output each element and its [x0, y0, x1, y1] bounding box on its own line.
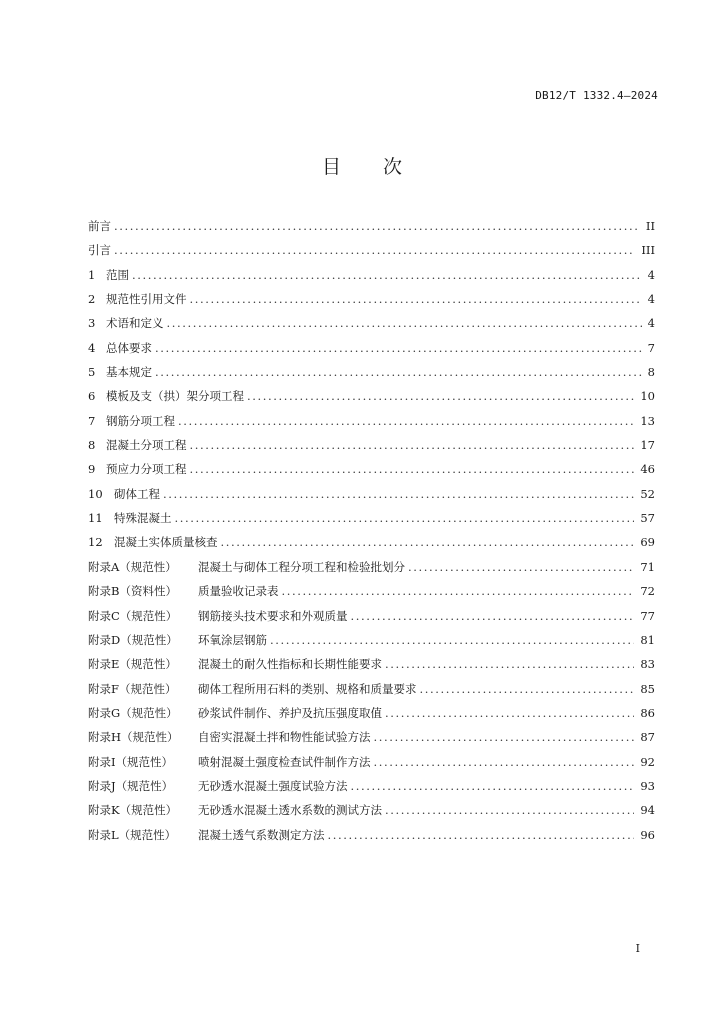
toc-entry-chapter-12[interactable] [88, 534, 655, 558]
toc-entry-page: 94 [640, 803, 655, 818]
page-number: I [635, 942, 640, 955]
toc-leader-dots [328, 828, 635, 842]
toc-entry-page: 71 [640, 559, 655, 574]
toc-entry-number: 10 [88, 486, 103, 501]
toc-entry-number: 4 [88, 340, 96, 355]
toc-entry-page: 96 [640, 827, 655, 842]
toc-entry-label: 范围 [106, 267, 129, 282]
toc-entry-page: 13 [640, 413, 655, 428]
toc-entry-label: 特殊混凝土 [114, 511, 172, 526]
toc-entry-label: 砌体工程所用石料的类别、规格和质量要求 [198, 681, 417, 696]
toc-entry-number: 9 [88, 462, 96, 477]
toc-leader-dots [190, 462, 635, 476]
toc-entry-page: 4 [647, 292, 655, 307]
toc-entry-page: 17 [640, 438, 655, 453]
toc-entry-chapter-6[interactable] [88, 388, 655, 412]
toc-entry-number: 附录K（规范性） [88, 803, 178, 818]
toc-entry-label: 砌体工程 [114, 486, 160, 501]
toc-entry-label: 引言 [88, 243, 111, 258]
toc-leader-dots [190, 438, 635, 452]
toc-entry-number: 附录E（规范性） [88, 657, 177, 672]
toc-entry-chapter-2[interactable] [88, 291, 655, 315]
toc-entry-appendix-c[interactable] [88, 608, 655, 632]
toc-leader-dots [282, 584, 635, 598]
toc-entry-page: 72 [640, 584, 655, 599]
toc-entry-appendix-a[interactable] [88, 559, 655, 583]
toc-entry-chapter-1[interactable] [88, 267, 655, 291]
toc-entry-page: 10 [640, 389, 655, 404]
page-title: 目 次 [321, 156, 421, 178]
toc-entry-appendix-h[interactable] [88, 729, 655, 753]
toc-entry-page: 87 [640, 730, 655, 745]
toc-entry-label: 无砂透水混凝土强度试验方法 [198, 778, 348, 793]
toc-entry-chapter-9[interactable] [88, 461, 655, 485]
toc-leader-dots [190, 292, 642, 306]
toc-entry-page: 4 [647, 316, 655, 331]
toc-leader-dots [351, 609, 635, 623]
toc-entry-appendix-l[interactable] [88, 827, 655, 851]
toc-entry-label: 自密实混凝土拌和物性能试验方法 [198, 730, 371, 745]
toc-entry-label: 术语和定义 [106, 316, 164, 331]
toc-entry-page: 85 [640, 681, 655, 696]
toc-entry-appendix-i[interactable] [88, 754, 655, 778]
toc-entry-number: 附录F（规范性） [88, 681, 177, 696]
toc-leader-dots [385, 657, 634, 671]
toc-leader-dots [167, 316, 642, 330]
toc-entry-label: 混凝土实体质量核查 [114, 535, 218, 550]
toc-leader-dots [420, 682, 635, 696]
toc-leader-dots [351, 779, 635, 793]
toc-entry-label: 质量验收记录表 [198, 584, 279, 599]
toc-entry-page: 81 [640, 632, 655, 647]
toc-entry-page: II [645, 219, 655, 233]
toc-entry-number: 附录J（规范性） [88, 778, 174, 793]
toc-entry-label: 基本规定 [106, 365, 152, 380]
toc-leader-dots [163, 487, 634, 501]
toc-leader-dots [114, 243, 635, 257]
toc-entry-page: 93 [640, 778, 655, 793]
toc-entry-chapter-10[interactable] [88, 486, 655, 510]
toc-entry-chapter-11[interactable] [88, 510, 655, 534]
toc-entry-label: 混凝土透气系数测定方法 [198, 827, 325, 842]
toc-leader-dots [155, 341, 642, 355]
toc-entry-page: 7 [647, 340, 655, 355]
toc-entry-number: 1 [88, 267, 96, 282]
toc-entry-page: 46 [640, 462, 655, 477]
toc-entry-number: 附录A（规范性） [88, 559, 177, 574]
toc-entry-number: 附录B（资料性） [88, 584, 177, 599]
toc-entry-label: 钢筋分项工程 [106, 413, 175, 428]
toc-entry-number: 2 [88, 292, 96, 307]
toc-leader-dots [270, 633, 634, 647]
toc-entry-appendix-k[interactable] [88, 802, 655, 826]
toc-leader-dots [132, 268, 642, 282]
toc-entry-appendix-j[interactable] [88, 778, 655, 802]
toc-entry-number: 附录C（规范性） [88, 608, 178, 623]
toc-entry-label: 混凝土分项工程 [106, 438, 187, 453]
toc-leader-dots [175, 511, 635, 525]
toc-leader-dots [114, 219, 640, 233]
toc-entry-appendix-b[interactable] [88, 583, 655, 607]
toc-entry-number: 附录I（规范性） [88, 754, 174, 769]
toc-entry-page: 4 [647, 267, 655, 282]
toc-entry-label: 喷射混凝土强度检查试件制作方法 [198, 754, 371, 769]
toc-entry-appendix-d[interactable] [88, 632, 655, 656]
toc-entry-number: 附录H（规范性） [88, 730, 179, 745]
toc-entry-label: 前言 [88, 219, 111, 233]
toc-entry-number: 12 [88, 535, 103, 550]
toc-entry-page: 83 [640, 657, 655, 672]
toc-entry-chapter-5[interactable] [88, 364, 655, 388]
toc-entry-label: 砂浆试件制作、养护及抗压强度取值 [198, 705, 382, 720]
toc-entry-label: 钢筋接头技术要求和外观质量 [198, 608, 348, 623]
toc-leader-dots [247, 389, 634, 403]
toc-entry-introduction[interactable] [88, 242, 655, 266]
toc-entry-page: 8 [647, 365, 655, 380]
toc-entry-appendix-e[interactable] [88, 656, 655, 680]
table-of-contents [88, 218, 655, 851]
toc-entry-appendix-g[interactable] [88, 705, 655, 729]
toc-entry-page: III [641, 243, 655, 258]
toc-entry-appendix-f[interactable] [88, 681, 655, 705]
toc-entry-label: 总体要求 [106, 340, 152, 355]
toc-entry-page: 57 [640, 511, 655, 526]
toc-entry-label: 规范性引用文件 [106, 292, 187, 307]
toc-entry-label: 混凝土与砌体工程分项工程和检验批划分 [198, 559, 405, 574]
toc-entry-number: 附录G（规范性） [88, 705, 178, 720]
toc-entry-chapter-8[interactable] [88, 437, 655, 461]
toc-leader-dots [408, 560, 634, 574]
toc-entry-page: 92 [640, 754, 655, 769]
toc-entry-label: 混凝土的耐久性指标和长期性能要求 [198, 657, 382, 672]
toc-leader-dots [178, 414, 634, 428]
toc-entry-foreword[interactable] [88, 218, 655, 242]
toc-entry-chapter-3[interactable] [88, 315, 655, 339]
toc-entry-number: 3 [88, 316, 96, 331]
toc-leader-dots [374, 755, 635, 769]
toc-entry-number: 11 [88, 511, 103, 526]
toc-entry-number: 6 [88, 389, 96, 404]
toc-leader-dots [385, 803, 634, 817]
toc-entry-chapter-7[interactable] [88, 413, 655, 437]
toc-leader-dots [155, 365, 642, 379]
toc-leader-dots [374, 730, 635, 744]
toc-entry-page: 69 [640, 535, 655, 550]
toc-entry-number: 附录D（规范性） [88, 632, 178, 647]
toc-entry-label: 环氧涂层钢筋 [198, 632, 267, 647]
toc-entry-page: 77 [640, 608, 655, 623]
toc-leader-dots [385, 706, 634, 720]
toc-entry-page: 86 [640, 705, 655, 720]
toc-entry-label: 模板及支（拱）架分项工程 [106, 389, 244, 404]
toc-entry-number: 附录L（规范性） [88, 827, 177, 842]
toc-entry-label: 预应力分项工程 [106, 462, 187, 477]
toc-entry-number: 8 [88, 438, 96, 453]
toc-leader-dots [221, 535, 635, 549]
toc-entry-chapter-4[interactable] [88, 340, 655, 364]
document-id: DB12/T 1332.4—2024 [535, 89, 658, 102]
toc-entry-page: 52 [640, 486, 655, 501]
toc-entry-number: 7 [88, 413, 96, 428]
toc-entry-number: 5 [88, 365, 96, 380]
toc-entry-label: 无砂透水混凝土透水系数的测试方法 [198, 803, 382, 818]
